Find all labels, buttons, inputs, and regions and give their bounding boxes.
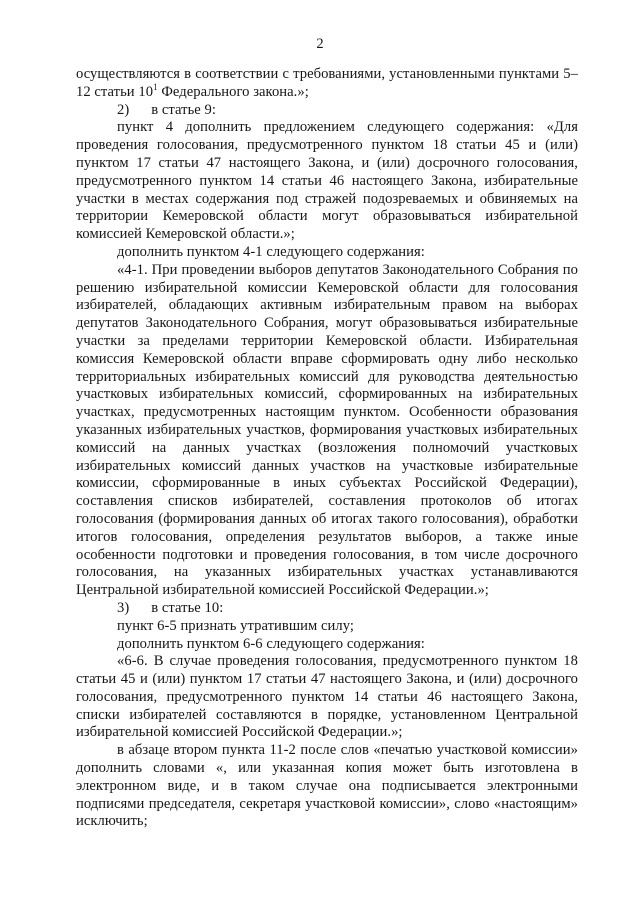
- superscript: 1: [153, 81, 158, 92]
- paragraph-add-6-6: дополнить пунктом 6-6 следующего содержания:: [117, 635, 425, 652]
- paragraph-4-1-text: «4-1. При проведении выборов депутатов Законодательного Собрания по решению избирательной комиссии Кемеровской области для голосования избирателей, обладающих активным избирательным правом на выборах депутатов Законодательного Собрания, могут образовываться избирательные участки за пределами территории Кемеровской области. Избирательная комиссия Кемеровской области вправе сформировать одну либо несколько территориальных избирательных комиссий для руководства деятельностью участковых избирательных комиссий, сформированных на избирательных участках, предусмотренных настоящим пунктом. Особенности образования указанных избирательных участков, формирования участковых избирательных комиссий на данных участках (возложения полномочий участковых избирательных комиссий данных участков на участковые избирательные комиссии, сформированные в иных субъектах Российской Федерации), составления списков избирателей, составления протоколов об итогах голосования (формирования данных об итогах такого голосования), обработки итогов голосования, определения результатов выборов, а также иные особенности подготовки и проведения голосования, в том числе досрочного голосования, на указанных избирательных участках устанавливаются Центральной избирательной комиссией Российской Федерации.»;: [76, 261, 578, 599]
- document-body: [76, 66, 578, 831]
- item-heading-2: 2) в статье 9:: [117, 101, 216, 118]
- paragraph-tail: Федерального закона.»;: [157, 83, 309, 100]
- paragraph-11-2: в абзаце втором пункта 11-2 после слов «печатью участковой комиссии» дополнить словами «, или указанная копия может быть изготовлена в электронном виде, и в таком случае она подписывается электронными подписями председателя, секретаря участковой комиссии», слово «настоящим» исключить;: [76, 742, 578, 830]
- paragraph-text: осуществляются в соответствии с требованиями, установленными пунктами 5–12 статьи 10: [76, 66, 578, 100]
- paragraph-6-6-text: «6-6. В случае проведения голосования, предусмотренного пунктом 18 статьи 45 и (или) пунктом 17 статьи 47 настоящего Закона, и (или) досрочного голосования, предусмотренного пунктом 14 статьи 46 настоящего Закона, списки избирателей составляются в порядке, установленном Центральной избирательной комиссией Российской Федерации.»;: [76, 653, 578, 741]
- page-number: 2: [316, 36, 324, 52]
- paragraph-add-4-1: дополнить пунктом 4-1 следующего содержания:: [117, 243, 425, 260]
- paragraph-punkt-4: пункт 4 дополнить предложением следующего содержания: «Для проведения голосования, предусмотренного пунктом 18 статьи 45 и (или) пунктом 17 статьи 47 настоящего Закона, и (или) досрочного голосования, предусмотренного пунктом 14 статьи 46 настоящего Закона, избирательные участки в местах содержания под стражей подозреваемых и обвиняемых на территории Кемеровской области могут образовываться избирательной комиссией Кемеровской области.»;: [76, 119, 578, 243]
- paragraph-6-5: пункт 6-5 признать утратившим силу;: [117, 617, 354, 634]
- item-heading-3: 3) в статье 10:: [117, 599, 224, 616]
- paragraph-continuation: [76, 66, 578, 102]
